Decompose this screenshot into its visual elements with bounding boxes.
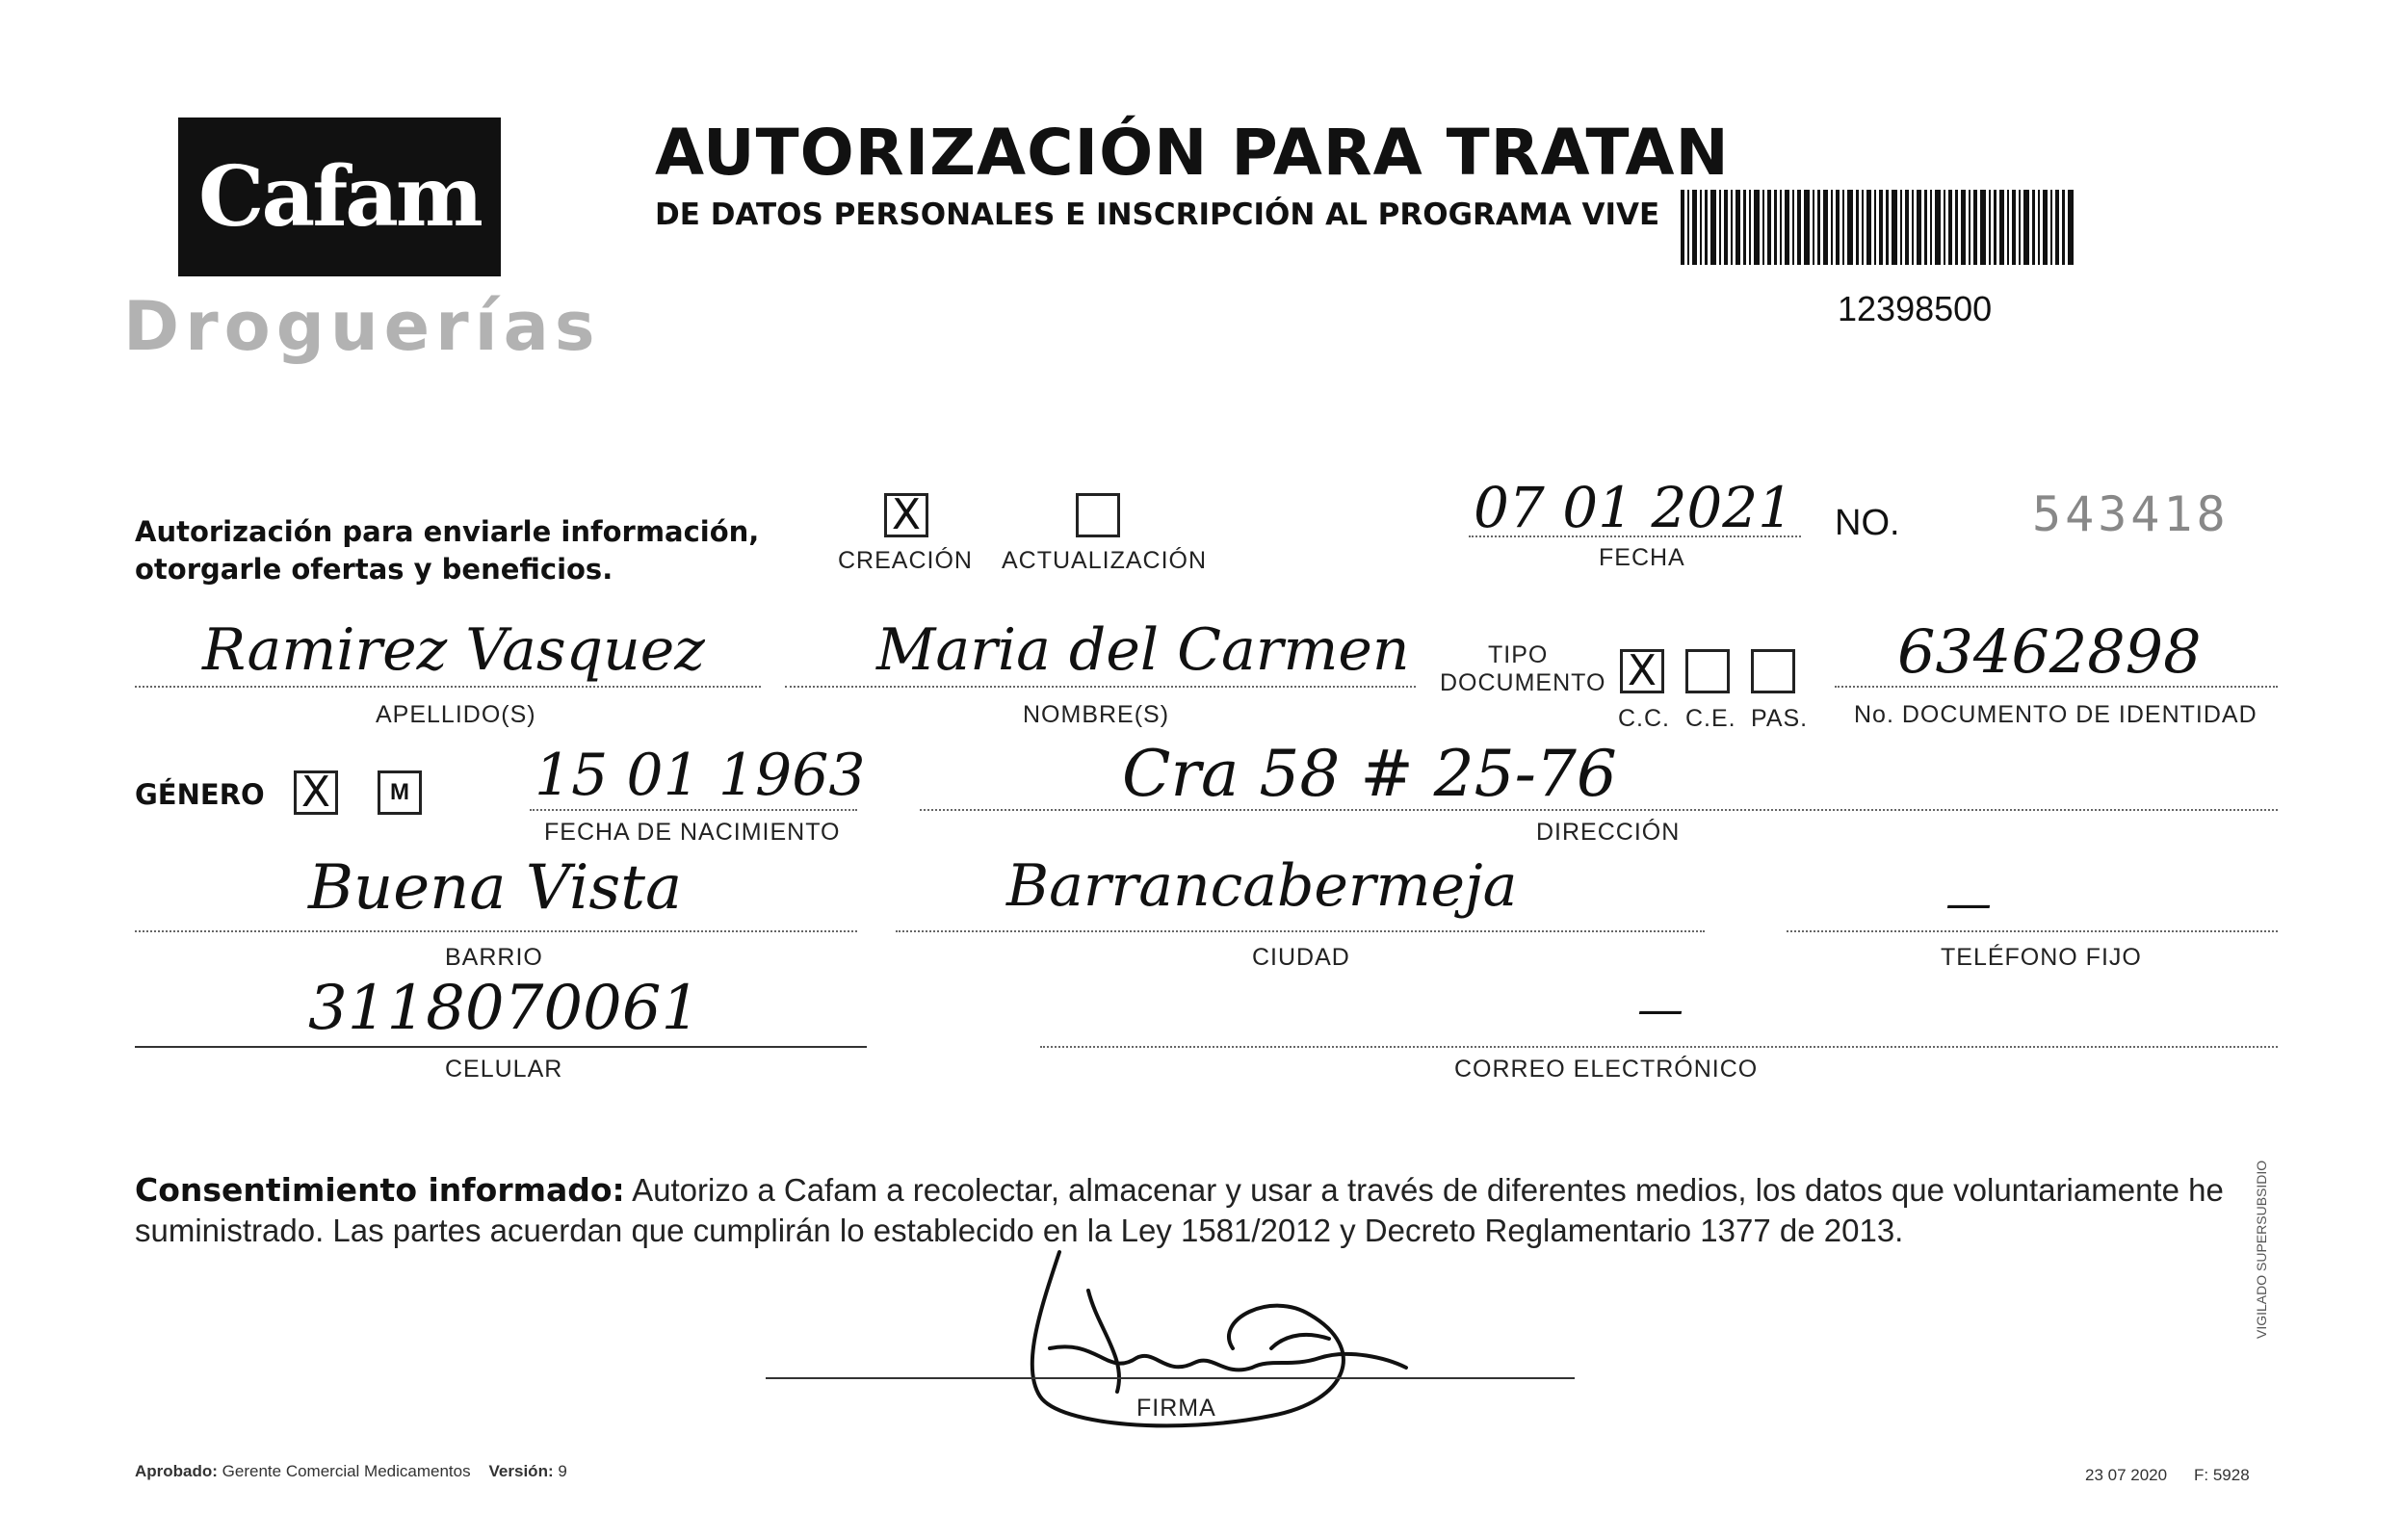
side-vertical-text: VIGILADO SUPERSUBSIDIO (2254, 1160, 2269, 1339)
aprobado-value: Gerente Comercial Medicamentos (222, 1462, 471, 1480)
nombres-value[interactable]: Maria del Carmen (876, 616, 1410, 684)
pas-label: PAS. (1751, 705, 1809, 732)
footer-code: F: 5928 (2194, 1466, 2250, 1484)
creacion-check-mark: X (891, 490, 922, 539)
direccion-value[interactable]: Cra 58 # 25-76 (1122, 737, 1617, 811)
genero-f-mark: X (300, 768, 331, 817)
apellidos-line (135, 686, 761, 688)
genero-m-checkbox[interactable] (378, 770, 422, 815)
genero-f-checkbox[interactable] (294, 770, 338, 815)
documento-value[interactable]: 63462898 (1897, 616, 2202, 687)
no-label: NO. (1835, 503, 1900, 543)
ciudad-value[interactable]: Barrancabermeja (1006, 852, 1518, 920)
barrio-line (135, 930, 857, 932)
nacimiento-label: FECHA DE NACIMIENTO (544, 819, 841, 846)
authorization-text-line1: Autorización para enviarle información, (135, 515, 760, 548)
document-subtitle: DE DATOS PERSONALES E INSCRIPCIÓN AL PROGRAMA VIVE (655, 197, 1660, 232)
genero-label: GÉNERO (135, 778, 265, 811)
documento-line (1835, 686, 2278, 688)
correo-value[interactable]: — (1637, 982, 1683, 1036)
ciudad-label: CIUDAD (1252, 944, 1350, 971)
version-label: Versión: (488, 1462, 554, 1480)
pas-checkbox[interactable] (1751, 649, 1795, 693)
barrio-label: BARRIO (445, 944, 543, 971)
actualizacion-label: ACTUALIZACIÓN (1002, 547, 1208, 574)
documento-label: No. DOCUMENTO DE IDENTIDAD (1854, 701, 2257, 728)
version-value: 9 (558, 1462, 567, 1480)
apellidos-value[interactable]: Ramirez Vasquez (202, 616, 705, 684)
consent-heading: Consentimiento informado: (135, 1171, 625, 1209)
nacimiento-value[interactable]: 15 01 1963 (535, 742, 866, 809)
telefono-value[interactable]: — (1945, 876, 1992, 930)
tipo-documento-label-2: DOCUMENTO (1440, 669, 1606, 696)
footer-date: 23 07 2020 (2085, 1466, 2168, 1484)
apellidos-label: APELLIDO(S) (376, 701, 536, 728)
ciudad-line (896, 930, 1705, 932)
brand-subtitle: Droguerías (123, 287, 601, 366)
nacimiento-line (530, 809, 857, 811)
celular-label: CELULAR (445, 1056, 563, 1083)
firma-line (766, 1377, 1575, 1379)
authorization-text-line2: otorgarle ofertas y beneficios. (135, 553, 613, 586)
nombres-label: NOMBRE(S) (1023, 701, 1170, 728)
document-title: AUTORIZACIÓN PARA TRATAN (655, 116, 1730, 190)
telefono-label: TELÉFONO FIJO (1941, 944, 2142, 971)
barcode-image (1681, 190, 2077, 265)
aprobado-label: Aprobado: (135, 1462, 218, 1480)
fecha-line (1469, 535, 1801, 537)
barrio-value[interactable]: Buena Vista (308, 852, 683, 924)
correo-label: CORREO ELECTRÓNICO (1454, 1056, 1759, 1083)
nombres-line (785, 686, 1416, 688)
direccion-label: DIRECCIÓN (1536, 819, 1681, 846)
tipo-documento-label-1: TIPO (1488, 641, 1549, 668)
actualizacion-checkbox[interactable] (1076, 493, 1120, 537)
direccion-line (920, 809, 2278, 811)
barcode-number: 12398500 (1838, 289, 1993, 328)
creacion-label: CREACIÓN (838, 547, 973, 574)
cafam-logo (178, 117, 501, 276)
no-value: 543418 (2032, 486, 2230, 542)
fecha-value[interactable]: 07 01 2021 (1474, 475, 1794, 540)
footer-approval (135, 1462, 567, 1481)
logo-text: Cafam (198, 148, 481, 246)
firma-label: FIRMA (1136, 1395, 1216, 1422)
cc-label: C.C. (1618, 705, 1670, 732)
correo-line (1040, 1046, 2278, 1048)
ce-checkbox[interactable] (1685, 649, 1730, 693)
cc-check-mark: X (1627, 646, 1657, 695)
celular-value[interactable]: 3118070061 (308, 973, 701, 1044)
telefono-line (1787, 930, 2278, 932)
consent-text: Autorizo a Cafam a recolectar, almacenar y usar a través de diferentes medios, los datos que voluntariamente he suministrado. Las partes acuerdan que cumplirán lo establecido en la Ley 1581/2012 y Decreto Reglamentario 1377 de 2013. (135, 1172, 2224, 1248)
fecha-label: FECHA (1599, 544, 1685, 571)
celular-line (135, 1046, 867, 1048)
genero-m-label: M (390, 779, 409, 805)
cc-checkbox[interactable] (1620, 646, 1664, 695)
creacion-checkbox[interactable] (884, 490, 928, 539)
ce-label: C.E. (1685, 705, 1736, 732)
